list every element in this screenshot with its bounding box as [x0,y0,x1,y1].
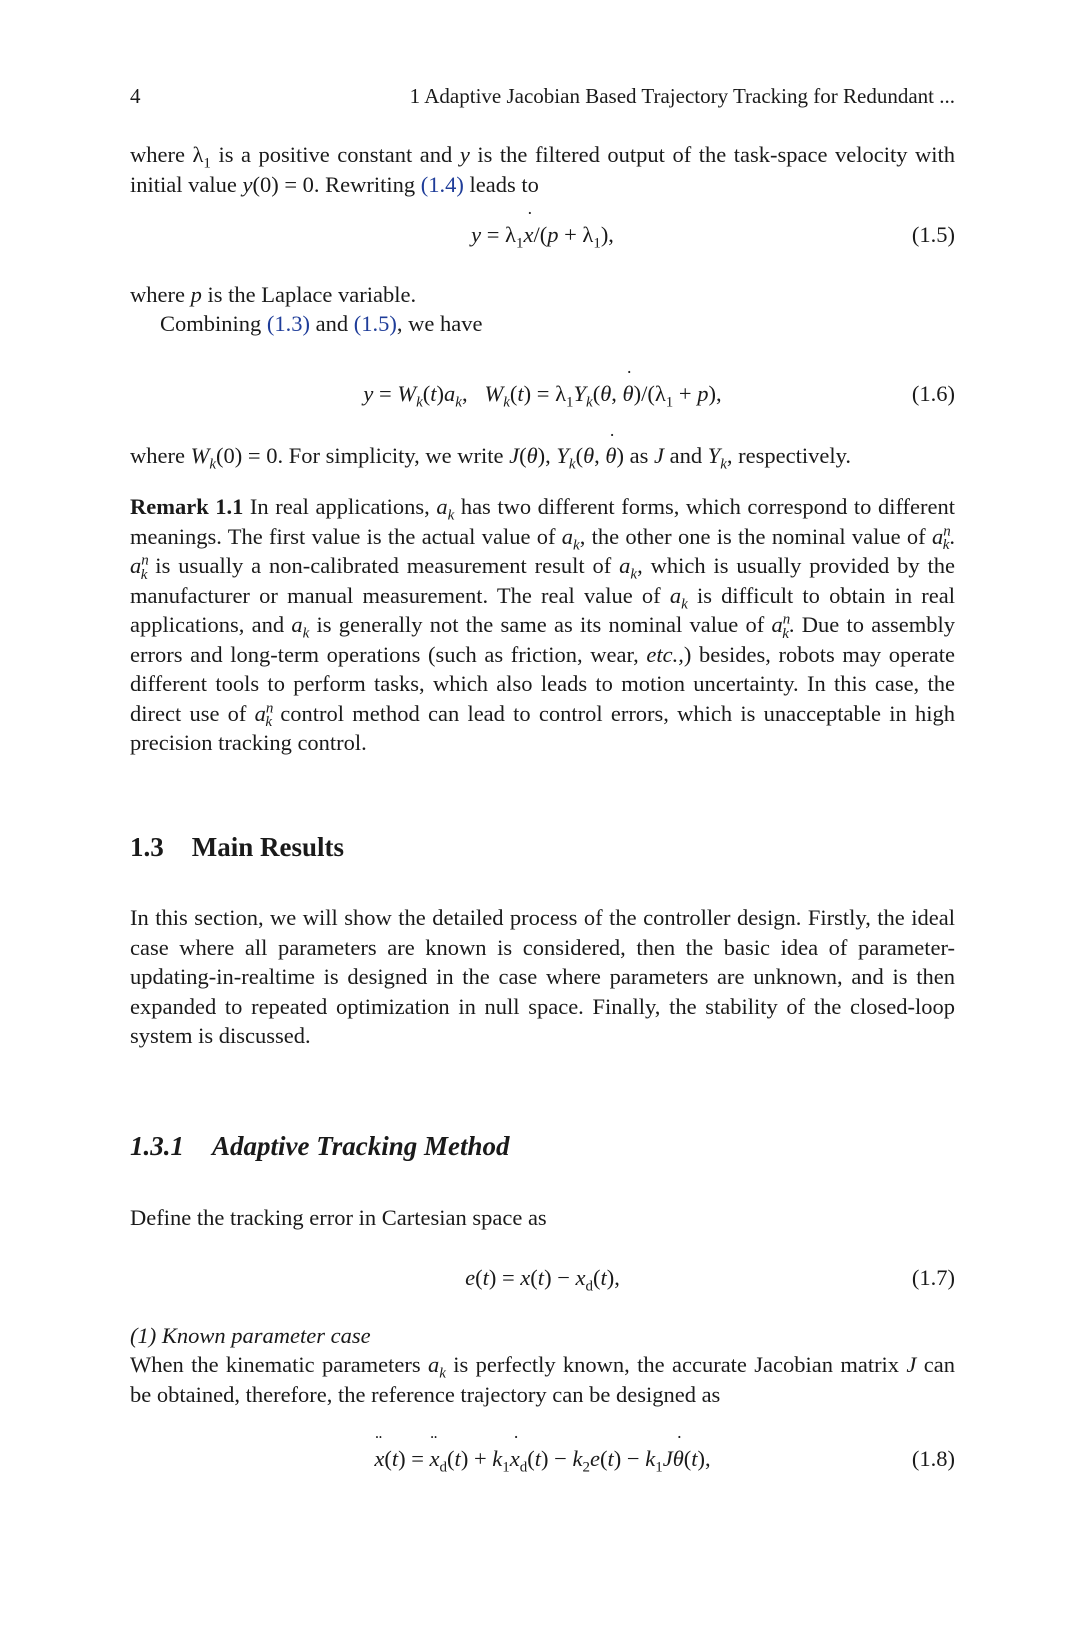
section-heading [130,832,344,863]
paragraph-2 [130,280,955,310]
section-title: Main Results [191,832,345,862]
text-run: When the kinematic parameters [130,1352,429,1377]
text-run: leads to [463,171,539,197]
section-number: 1.3 [130,832,164,862]
equation-ref-link[interactable]: (1.3) [266,311,311,336]
case-title: (1) Known parameter case [130,1323,371,1348]
paragraph-6: Define the tracking error in Cartesian space as [130,1205,547,1230]
text-run: is usually a non-calibrated measurement result of [147,553,620,578]
equation-body: x ¨(t) = x $¨_d(t) + k_1x$ $˙_d(t) - k_2e(t) - k_1J\theta$ ˙(t), [130,1446,955,1472]
subsection-heading [130,1131,510,1162]
text-run: where [130,282,191,307]
paragraph-4: where $W_k(0) = 0$. For simplicity, we write J(θ), $Y_k(\theta$, θ ˙) as J and $Y_k$, respectively. [130,441,955,471]
equation-ref-link[interactable]: (1.5) [353,311,397,336]
text-run-italic: etc., [646,641,684,667]
subsection-number: 1.3.1 [130,1131,184,1161]
text-run: (0) = 0. Rewriting [252,171,421,197]
text-run: . For simplicity, we write [277,443,510,468]
text-run: as [623,443,654,468]
text-run: ) besides, robots may operate different tools to perform tasks, which also leads to motion uncertainty. In this case, the direct use of [130,641,955,726]
text-run: and [663,443,708,468]
remark-label: Remark 1.1 [130,494,244,519]
running-title: 1 Adaptive Jacobian Based Trajectory Tracking for Redundant ... [409,84,955,108]
text-run: has two different forms, which correspond to different meanings. The first value is the actual value of [130,494,955,549]
text-run: , the other one is the nominal value of [579,523,932,549]
text-run: and [310,311,354,336]
equation-1-5 [130,222,955,254]
math-var: y [242,171,253,197]
text-run: is difficult to obtain in real applications, and [130,582,955,637]
text-run: control method can lead to control errors, which is unacceptable in high precision tracking control. [130,700,955,755]
text-run: is perfectly known, the accurate Jacobian matrix [445,1352,907,1377]
text-run: , we have [396,311,483,336]
text-run: . [949,523,955,549]
paragraph-7: When the kinematic parameters $a_k$ is perfectly known, the accurate Jacobian matrix J can be obtained, therefore, the reference trajectory can be designed as [130,1352,955,1407]
paragraph-1 [130,140,955,199]
paragraph-5: In this section, we will show the detailed process of the controller design. Firstly, the ideal case where all parameters are known is considered, then the basic idea of parameter-updating-in-realtime is designed in the case where parameters are unknown, and is then expanded to repeated optimization in null space. Finally, the stability of the closed-loop system is discussed. [130,905,955,1048]
equation-number: (1.8) [911,1446,955,1471]
text-run: Combining [160,311,267,336]
subscript: 1 [203,155,211,172]
equation-number: (1.7) [911,1265,955,1290]
math-var: y [459,142,470,167]
equation-body: $y = W_k(t)a_k$, $W_k(t) = \lambda_1Y_k(\theta$, θ $˙)/(\lambda_1 + p)$, [130,381,955,407]
equation-number: (1.6) [911,381,955,406]
equation-number: (1.5) [911,222,955,247]
equation-body: $e(t) = x(t) - x_d(t)$, [465,1265,620,1295]
text-run: is the Laplace variable. [201,282,417,307]
math-var: p [190,282,202,307]
equation-ref-link[interactable]: (1.4) [420,171,464,197]
text-run: where λ [130,142,204,167]
equation-1-7 [130,1265,955,1297]
text-run: is a positive constant and [210,142,460,167]
text-run: is the filtered output of the task-space velocity with initial value [130,142,956,197]
text-run: can be obtained, therefore, the reference trajectory can be designed as [130,1352,955,1407]
remark-1-1: Remark 1.1 In real applications, $a_k$ has two different forms, which correspond to different meanings. The first value is the actual value of $a_k$, the other one is the nominal value of $a^n_k$. $a^n_k$ is usually a non-calibrated measurement result of $a_k$, which is usually provided by the manufacturer or manual measurement. The real value of $a_k$ is difficult to obtain in real applications, and $a_k$ is generally not the same as its nominal value of $a^n_k$. Due to assembly errors and long-term operations (such as friction, wear, etc.,) besides, robots may operate different tools to perform tasks, which also leads to motion uncertainty. In this case, the direct use of $a^n_k$ control method can lead to control errors, which is unacceptable in high precision tracking control. [130,494,955,755]
equation-1-6 [130,381,955,413]
subsection-title: Adaptive Tracking Method [212,1131,510,1161]
equation-body: $y = \lambda_1x$ ˙/(p + $\lambda_1$), [130,222,955,248]
text-run: where [130,443,191,468]
text-run: In real applications, [243,494,437,519]
equation-1-8 [130,1446,955,1478]
text-run: , which is usually provided by the manufacturer or manual measurement. The real value of [130,553,955,608]
page-number: 4 [130,84,141,108]
text-run: . Due to assembly errors and long-term operations (such as friction, wear, [130,612,955,667]
math-var: J [906,1352,917,1377]
text-run: , respectively. [726,443,852,468]
paragraph-3 [160,309,955,339]
text-run: is generally not the same as its nominal value of [309,612,772,637]
